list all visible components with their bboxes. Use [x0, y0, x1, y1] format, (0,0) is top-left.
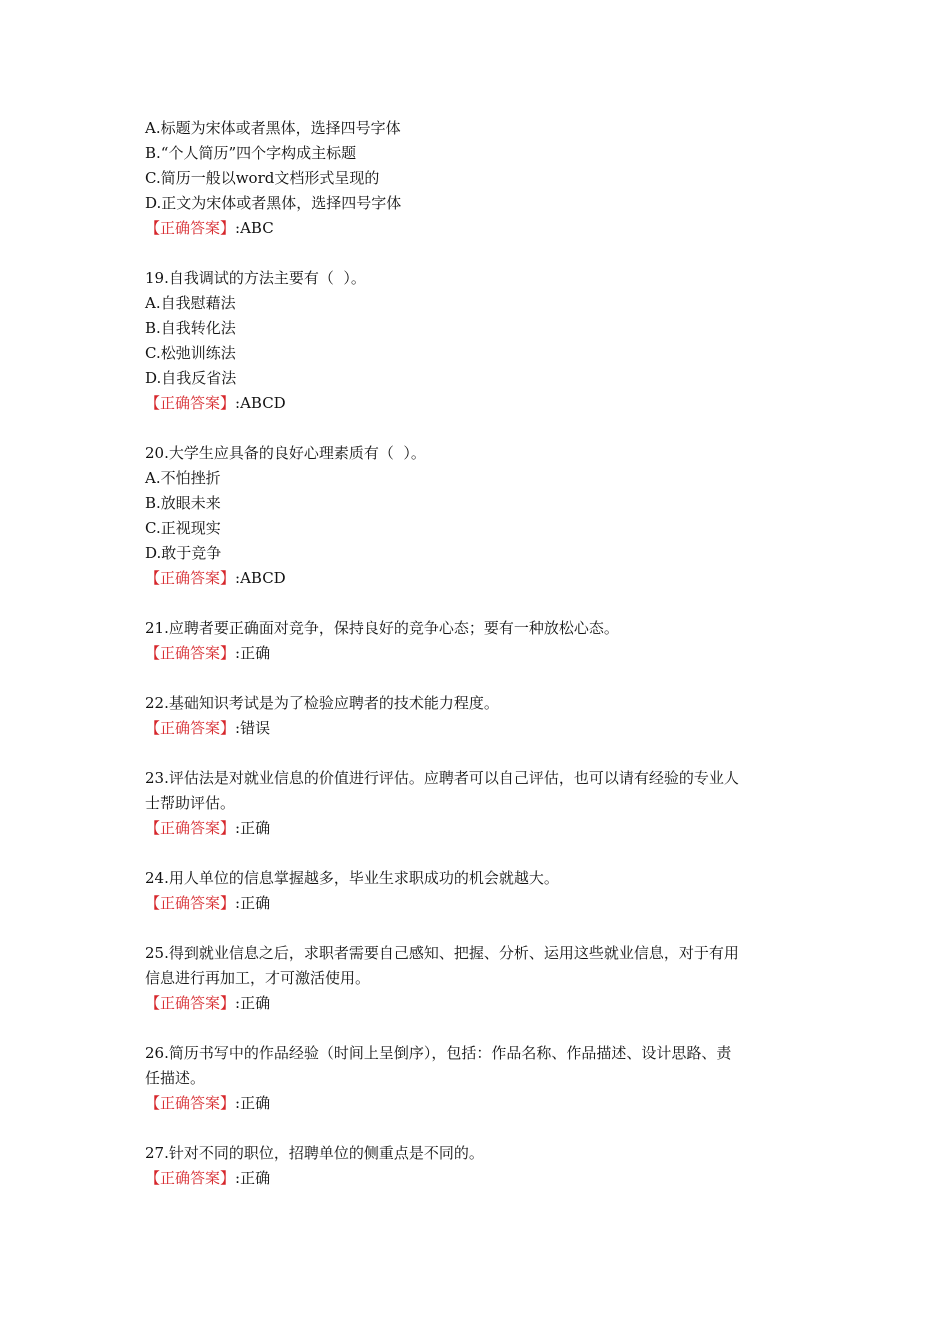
answer-line — [145, 1091, 825, 1116]
question-block-23 — [145, 766, 825, 841]
answer-tag: 【正确答案】 — [145, 719, 236, 737]
question-text-continued: 任描述。 — [145, 1069, 206, 1087]
answer-tag: 【正确答案】 — [145, 1169, 236, 1187]
question-block-22 — [145, 691, 825, 741]
question-block-18-options — [145, 116, 825, 241]
option-d: D.正文为宋体或者黑体，选择四号字体 — [145, 194, 402, 212]
question-block-26 — [145, 1041, 825, 1116]
question-block-25 — [145, 941, 825, 1016]
answer-tag: 【正确答案】 — [145, 1094, 236, 1112]
question-text: 27.针对不同的职位，招聘单位的侧重点是不同的。 — [145, 1144, 484, 1162]
answer-line — [145, 991, 825, 1016]
option-b: B.自我转化法 — [145, 319, 236, 337]
question-text-continued: 信息进行再加工，才可激活使用。 — [145, 969, 371, 987]
answer-tag: 【正确答案】 — [145, 894, 236, 912]
answer-line — [145, 891, 825, 916]
answer-value: :ABC — [235, 219, 274, 237]
answer-value: :正确 — [235, 894, 271, 912]
answer-tag: 【正确答案】 — [145, 569, 236, 587]
answer-tag: 【正确答案】 — [145, 819, 236, 837]
answer-value: :正确 — [235, 644, 271, 662]
question-text: 22.基础知识考试是为了检验应聘者的技术能力程度。 — [145, 694, 499, 712]
answer-line — [145, 716, 825, 741]
answer-line — [145, 816, 825, 841]
option-b: B.“个人简历”四个字构成主标题 — [145, 144, 357, 162]
option-b: B.放眼未来 — [145, 494, 221, 512]
option-c: C.简历一般以word文档形式呈现的 — [145, 169, 380, 187]
option-d: D.自我反省法 — [145, 369, 237, 387]
question-text-continued: 士帮助评估。 — [145, 794, 236, 812]
option-c: C.松弛训练法 — [145, 344, 236, 362]
question-text: 19.自我调试的方法主要有（ ）。 — [145, 269, 366, 287]
option-a: A.自我慰藉法 — [145, 294, 236, 312]
answer-value: :正确 — [235, 1169, 271, 1187]
document-page — [145, 116, 825, 1216]
question-block-27 — [145, 1141, 825, 1191]
option-a: A.标题为宋体或者黑体，选择四号字体 — [145, 119, 401, 137]
option-a: A.不怕挫折 — [145, 469, 221, 487]
answer-line — [145, 641, 825, 666]
answer-value: :ABCD — [235, 394, 286, 412]
answer-line — [145, 1166, 825, 1191]
question-text: 25.得到就业信息之后，求职者需要自己感知、把握、分析、运用这些就业信息，对于有用 — [145, 944, 739, 962]
question-text: 20.大学生应具备的良好心理素质有（ ）。 — [145, 444, 426, 462]
question-block-20 — [145, 441, 825, 591]
question-block-21 — [145, 616, 825, 666]
answer-tag: 【正确答案】 — [145, 219, 236, 237]
question-block-24 — [145, 866, 825, 916]
question-text: 21.应聘者要正确面对竞争，保持良好的竞争心态；要有一种放松心态。 — [145, 619, 619, 637]
answer-tag: 【正确答案】 — [145, 644, 236, 662]
answer-value: :正确 — [235, 994, 271, 1012]
question-block-19 — [145, 266, 825, 416]
answer-value: :正确 — [235, 819, 271, 837]
question-text: 23.评估法是对就业信息的价值进行评估。应聘者可以自己评估，也可以请有经验的专业人 — [145, 769, 739, 787]
answer-value: :错误 — [235, 719, 271, 737]
question-text: 26.简历书写中的作品经验（时间上呈倒序），包括：作品名称、作品描述、设计思路、责 — [145, 1044, 732, 1062]
option-d: D.敢于竞争 — [145, 544, 222, 562]
question-text: 24.用人单位的信息掌握越多，毕业生求职成功的机会就越大。 — [145, 869, 559, 887]
option-c: C.正视现实 — [145, 519, 221, 537]
answer-line — [145, 391, 825, 416]
answer-value: :正确 — [235, 1094, 271, 1112]
answer-value: :ABCD — [235, 569, 286, 587]
answer-tag: 【正确答案】 — [145, 394, 236, 412]
answer-tag: 【正确答案】 — [145, 994, 236, 1012]
answer-line — [145, 216, 825, 241]
answer-line — [145, 566, 825, 591]
